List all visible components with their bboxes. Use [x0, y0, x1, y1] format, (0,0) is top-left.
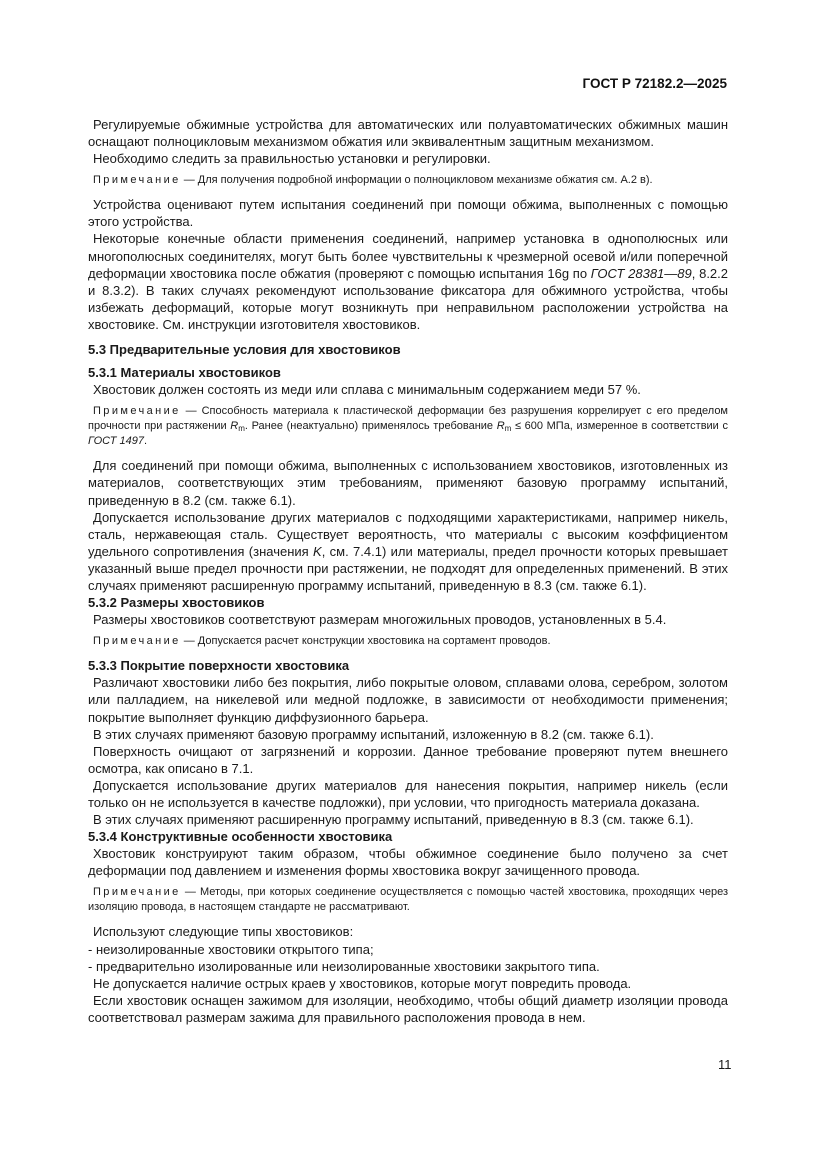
note: Примечание — Способность материала к пластической деформации без разрушения коррелирует с его пределом прочности при растяжении $R_m$. Ранее (неактуально) применялось требование $R_m \le 600$ МПа, измеренное в соответствии с ГОСТ 1497. — [88, 405, 728, 448]
paragraph — [88, 230, 728, 333]
paragraph — [88, 509, 728, 594]
note-text: . Ранее (неактуально) применялось требование — [244, 420, 494, 433]
paragraph: Хвостовик конструируют таким образом, чтобы обжимное соединение было получено за счет деформации под давлением и изменения формы хвостовика вокруг зачищенного провода. — [88, 846, 728, 879]
note-text: — Методы, при которых соединение осуществляется с помощью частей хвостовика, проходящих через изоляцию провода, в настоящем стандарте не рассматривают. — [88, 886, 728, 914]
list-item: - неизолированные хвостовики открытого типа; — [88, 941, 374, 957]
section-heading: 5.3 Предварительные условия для хвостовиков — [88, 342, 401, 358]
paragraph: Размеры хвостовиков соответствуют размерам многожильных проводов, установленных в 5.4. — [93, 612, 667, 628]
standard-reference: ГОСТ 1497 — [88, 435, 144, 448]
note — [88, 173, 728, 188]
note-text: — Допускается расчет конструкции хвостовика на сортамент проводов. — [183, 635, 551, 648]
subsection-heading: 5.3.4 Конструктивные особенности хвостовика — [88, 829, 393, 845]
paragraph: Необходимо следить за правильностью установки и регулировки. — [93, 151, 491, 167]
note-label: Примечание — [93, 635, 181, 648]
paragraph: Регулируемые обжимные устройства для автоматических или полуавтоматических обжимных машин оснащают полноцикловым механизмом обжатия или эквивалентным защитным механизмом. — [88, 117, 728, 150]
note-label: Примечание — [93, 174, 181, 187]
paragraph-text: , см. 7.4.1) или материалы, предел прочности которых превышает указанный выше предел прочности при растяжении, не подходят для определенных применений. В этих случаях применяют расширенную программу испытаний, приведенную в 8.3 (см. также 6.1). — [88, 543, 728, 593]
page-number: 11 — [718, 1057, 732, 1072]
paragraph: В этих случаях применяют базовую программу испытаний, изложенную в 8.2 (см. также 6.1). — [93, 726, 654, 742]
paragraph: Используют следующие типы хвостовиков: — [93, 924, 354, 940]
paragraph: Если хвостовик оснащен зажимом для изоляции, необходимо, чтобы общий диаметр изоляции провода соответствовал размерам зажима для правильного расположения провода в нем. — [88, 992, 728, 1025]
paragraph: В этих случаях применяют расширенную программу испытаний, приведенную в 8.3 (см. также 6.1). — [93, 812, 694, 828]
note-label: Примечание — [93, 886, 181, 899]
paragraph: Устройства оценивают путем испытания соединений при помощи обжима, выполненных с помощью этого устройства. — [88, 197, 728, 230]
note-text: ≤ 600 МПа, измеренное в соответствии с — [514, 420, 728, 433]
subsection-heading: 5.3.3 Покрытие поверхности хвостовика — [88, 658, 350, 674]
note — [88, 885, 728, 915]
symbol-r: R — [496, 420, 505, 433]
document-code-header: ГОСТ Р 72182.2—2025 — [582, 76, 727, 91]
symbol-k: K — [313, 543, 322, 559]
paragraph: Допускается использование других материалов для нанесения покрытия, например никель (если только он не используется в качестве подложки), при условии, что пригодность материала доказана. — [88, 777, 728, 810]
paragraph: Различают хвостовики либо без покрытия, либо покрытые оловом, сплавами олова, серебром, золотом или палладием, на никелевой или медной подложке, в зависимости от необходимости применения; покрытие выполняет функцию диффузионного барьера. — [88, 675, 728, 725]
paragraph-text: , 8.2.2 и 8.3.2). В таких случаях рекомендуют использование фиксатора для обжимного устройства, чтобы избежать деформаций, которые могут возникнуть при неправильном расположении устройства на хвостовике. См. инструкции изготовителя хвостовиков. — [88, 265, 729, 332]
page-body — [88, 116, 728, 1026]
paragraph-text: Допускается использование других материалов с подходящими характеристиками, например никель, сталь, нержавеющая сталь. Существует вероятность, что материалы с высоким коэффициентом удельного сопротивления (значения — [88, 509, 728, 559]
subsection-heading: 5.3.1 Материалы хвостовиков — [88, 365, 281, 381]
note-text: — Способность материала к пластической деформации без разрушения коррелирует с его пределом прочности при растяжении — [88, 405, 728, 433]
paragraph: Не допускается наличие острых краев у хвостовиков, которые могут повредить провода. — [93, 975, 632, 991]
standard-reference: ГОСТ 28381—89 — [590, 265, 692, 281]
subscript-m: m — [504, 424, 512, 434]
note-label: Примечание — [93, 405, 181, 418]
paragraph: Поверхность очищают от загрязнений и коррозии. Данное требование проверяют путем внешнего осмотра, как описано в 7.1. — [88, 743, 728, 776]
subscript-m: m — [238, 424, 245, 434]
symbol-r: R — [230, 420, 239, 433]
subsection-heading: 5.3.2 Размеры хвостовиков — [88, 595, 265, 611]
paragraph: Хвостовик должен состоять из меди или сплава с минимальным содержанием меди 57 %. — [93, 382, 641, 398]
note-text: — Для получения подробной информации о полноцикловом механизме обжатия см. А.2 в). — [183, 174, 653, 187]
paragraph: Для соединений при помощи обжима, выполненных с использованием хвостовиков, изготовленных из материалов, соответствующих этим требованиям, применяют базовую программу испытаний, приведенную в 8.2 (см. также 6.1). — [88, 458, 728, 508]
list-item: - предварительно изолированные или неизолированные хвостовики закрытого типа. — [88, 958, 600, 974]
note — [88, 634, 728, 649]
paragraph-text: Некоторые конечные области применения соединений, например установка в однополюсных или многополюсных соединителях, могут быть более чувствительны к чрезмерной осевой и/или поперечной деформации хвостовика после обжатия (проверяют с помощью испытания 16g по — [88, 231, 728, 281]
